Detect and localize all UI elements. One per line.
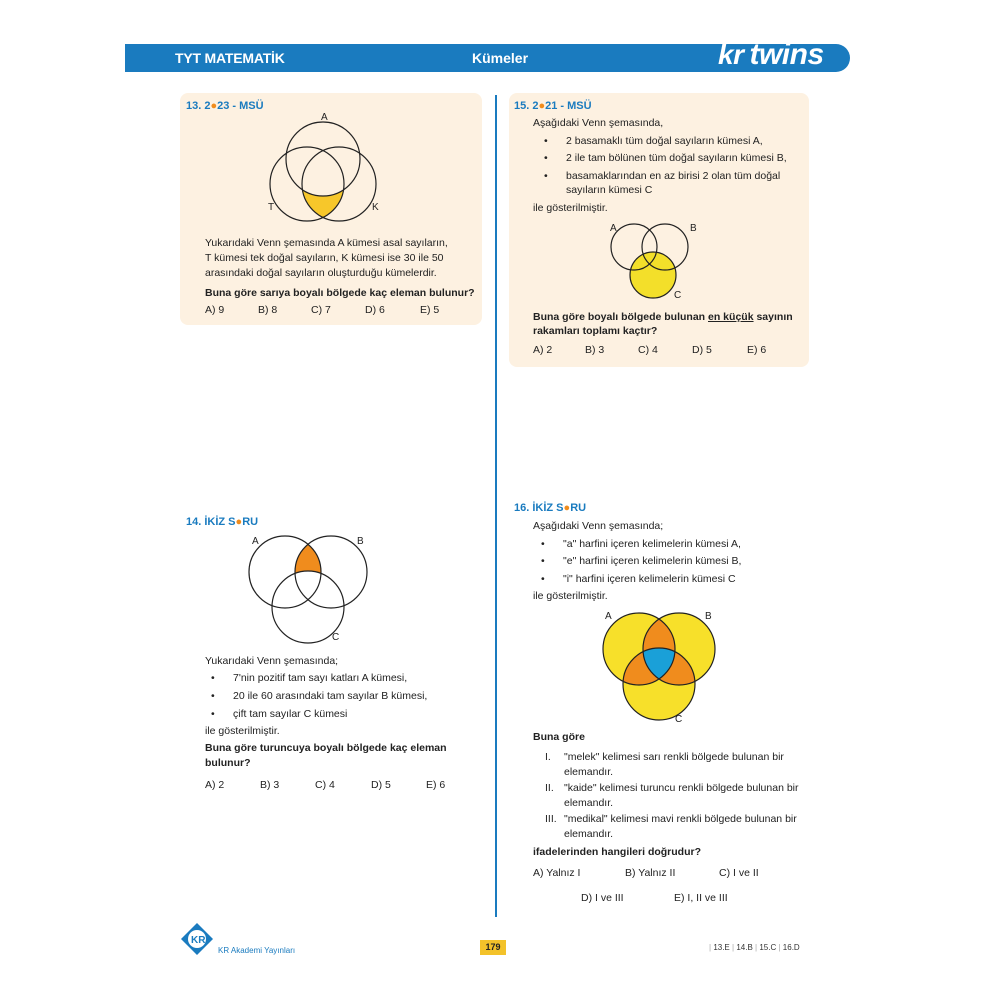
column-divider: [495, 95, 497, 917]
option-b[interactable]: B) Yalnız II: [625, 867, 676, 879]
option-e[interactable]: E) 5: [420, 304, 440, 316]
publisher-logo-icon: [180, 922, 214, 956]
venn-13-label-a: A: [321, 112, 328, 123]
brand-logo: kr twins: [718, 38, 824, 71]
venn-15-label-b: B: [690, 223, 697, 234]
question-15-intro: Aşağıdaki Venn şemasında,: [533, 117, 664, 129]
option-a[interactable]: A) Yalnız I: [533, 867, 581, 879]
venn-16-label-c: C: [675, 714, 683, 724]
venn-13-label-k: K: [372, 202, 379, 213]
question-14-outro: ile gösterilmiştir.: [205, 725, 280, 737]
answer-key: | 13.E | 14.B | 15.C | 16.D: [709, 943, 800, 952]
question-13-text: Yukarıdaki Venn şemasında A kümesi asal sayıların, T kümesi tek doğal sayıların, K kümesi ise 30 ile 50 arasındaki doğal sayıların oluşturduğu kümelerdir.: [205, 237, 448, 279]
question-16-bullet: • "e" harfini içeren kelimelerin kümesi B,: [563, 554, 741, 569]
option-c[interactable]: C) 4: [638, 344, 658, 356]
option-a[interactable]: A) 2: [205, 779, 225, 791]
question-15-bullet: • basamaklarından en az birisi 2 olan tüm doğal: [566, 169, 780, 184]
venn-16-label-b: B: [705, 611, 712, 622]
option-d[interactable]: D) I ve III: [581, 892, 624, 904]
option-b[interactable]: B) 3: [585, 344, 605, 356]
statement-i: I. "melek" kelimesi sarı renkli bölgede bulunan bir elemandır.: [545, 751, 784, 778]
venn-13-label-t: T: [268, 202, 275, 213]
question-16-number: 16. İKİZ S●RU: [514, 502, 587, 514]
subject-title: TYT MATEMATİK: [175, 50, 285, 66]
question-13-number: 13. 2●23 - MSÜ: [186, 100, 264, 112]
option-e[interactable]: E) I, II ve III: [674, 892, 728, 904]
question-16-options: [533, 867, 803, 907]
question-16-intro: Aşağıdaki Venn şemasında;: [533, 520, 664, 532]
question-15-prompt: Buna göre boyalı bölgede bulunan en küçük sayının: [533, 311, 793, 323]
question-15-number: 15. 2●21 - MSÜ: [514, 100, 592, 112]
option-a[interactable]: A) 2: [533, 344, 553, 356]
option-e[interactable]: E) 6: [426, 779, 446, 791]
option-d[interactable]: D) 5: [371, 779, 391, 791]
question-15-bullet: • 2 ile tam bölünen tüm doğal sayıların kümesi B,: [566, 151, 787, 166]
question-13-prompt: Buna göre sarıya boyalı bölgede kaç eleman bulunur?: [205, 287, 475, 299]
option-c[interactable]: C) 4: [315, 779, 335, 791]
question-16-lead: Buna göre: [533, 731, 585, 743]
question-16-prompt: ifadelerinden hangileri doğrudur?: [533, 846, 702, 858]
option-c[interactable]: C) I ve II: [719, 867, 759, 879]
venn-15-label-c: C: [674, 290, 682, 301]
question-14-bullet: • çift tam sayılar C kümesi: [233, 707, 347, 722]
option-e[interactable]: E) 6: [747, 344, 767, 356]
option-c[interactable]: C) 7: [311, 304, 331, 316]
venn-14-label-a: A: [252, 536, 259, 547]
option-d[interactable]: D) 5: [692, 344, 712, 356]
topic-title: Kümeler: [472, 50, 529, 66]
question-14-intro: Yukarıdaki Venn şemasında;: [205, 655, 339, 667]
venn-15-label-a: A: [610, 223, 617, 234]
statement-ii: II. "kaide" kelimesi turuncu renkli bölgede bulunan bir elemandır.: [545, 782, 799, 809]
venn-diagram-13: [262, 112, 392, 222]
question-16-bullet: • "a" harfini içeren kelimelerin kümesi A,: [563, 537, 741, 552]
question-14-bullet: • 20 ile 60 arasındaki tam sayılar B kümesi,: [233, 689, 427, 704]
option-b[interactable]: B) 3: [260, 779, 280, 791]
venn-diagram-15: [605, 218, 705, 304]
question-15-bullet: • 2 basamaklı tüm doğal sayıların kümesi A,: [566, 134, 763, 149]
venn-diagram-14: [245, 530, 375, 646]
option-b[interactable]: B) 8: [258, 304, 278, 316]
venn-16-label-a: A: [605, 611, 612, 622]
question-14-prompt: Buna göre turuncuya boyalı bölgede kaç eleman bulunur?: [205, 742, 447, 769]
venn-14-label-b: B: [357, 536, 364, 547]
question-14-bullet: • 7'nin pozitif tam sayı katları A kümesi,: [233, 671, 407, 686]
publisher-name: KR Akademi Yayınları: [218, 946, 296, 955]
question-15-prompt-2: rakamları toplamı kaçtır?: [533, 325, 658, 337]
page-number: 179: [480, 940, 506, 955]
question-14-number: 14. İKİZ S●RU: [186, 516, 259, 528]
svg-text:KR: KR: [191, 935, 206, 946]
question-16-bullet: • "i" harfini içeren kelimelerin kümesi C: [563, 572, 736, 587]
statement-iii: III. "medikal" kelimesi mavi renkli bölgede bulunan bir elemandır.: [545, 813, 797, 840]
venn-14-label-c: C: [332, 632, 340, 643]
question-16-outro: ile gösterilmiştir.: [533, 590, 608, 602]
option-d[interactable]: D) 6: [365, 304, 385, 316]
question-15-bullet-cont: sayıların kümesi C: [566, 184, 653, 196]
option-a[interactable]: A) 9: [205, 304, 225, 316]
question-15-outro: ile gösterilmiştir.: [533, 202, 608, 214]
venn-diagram-16: [598, 606, 722, 724]
